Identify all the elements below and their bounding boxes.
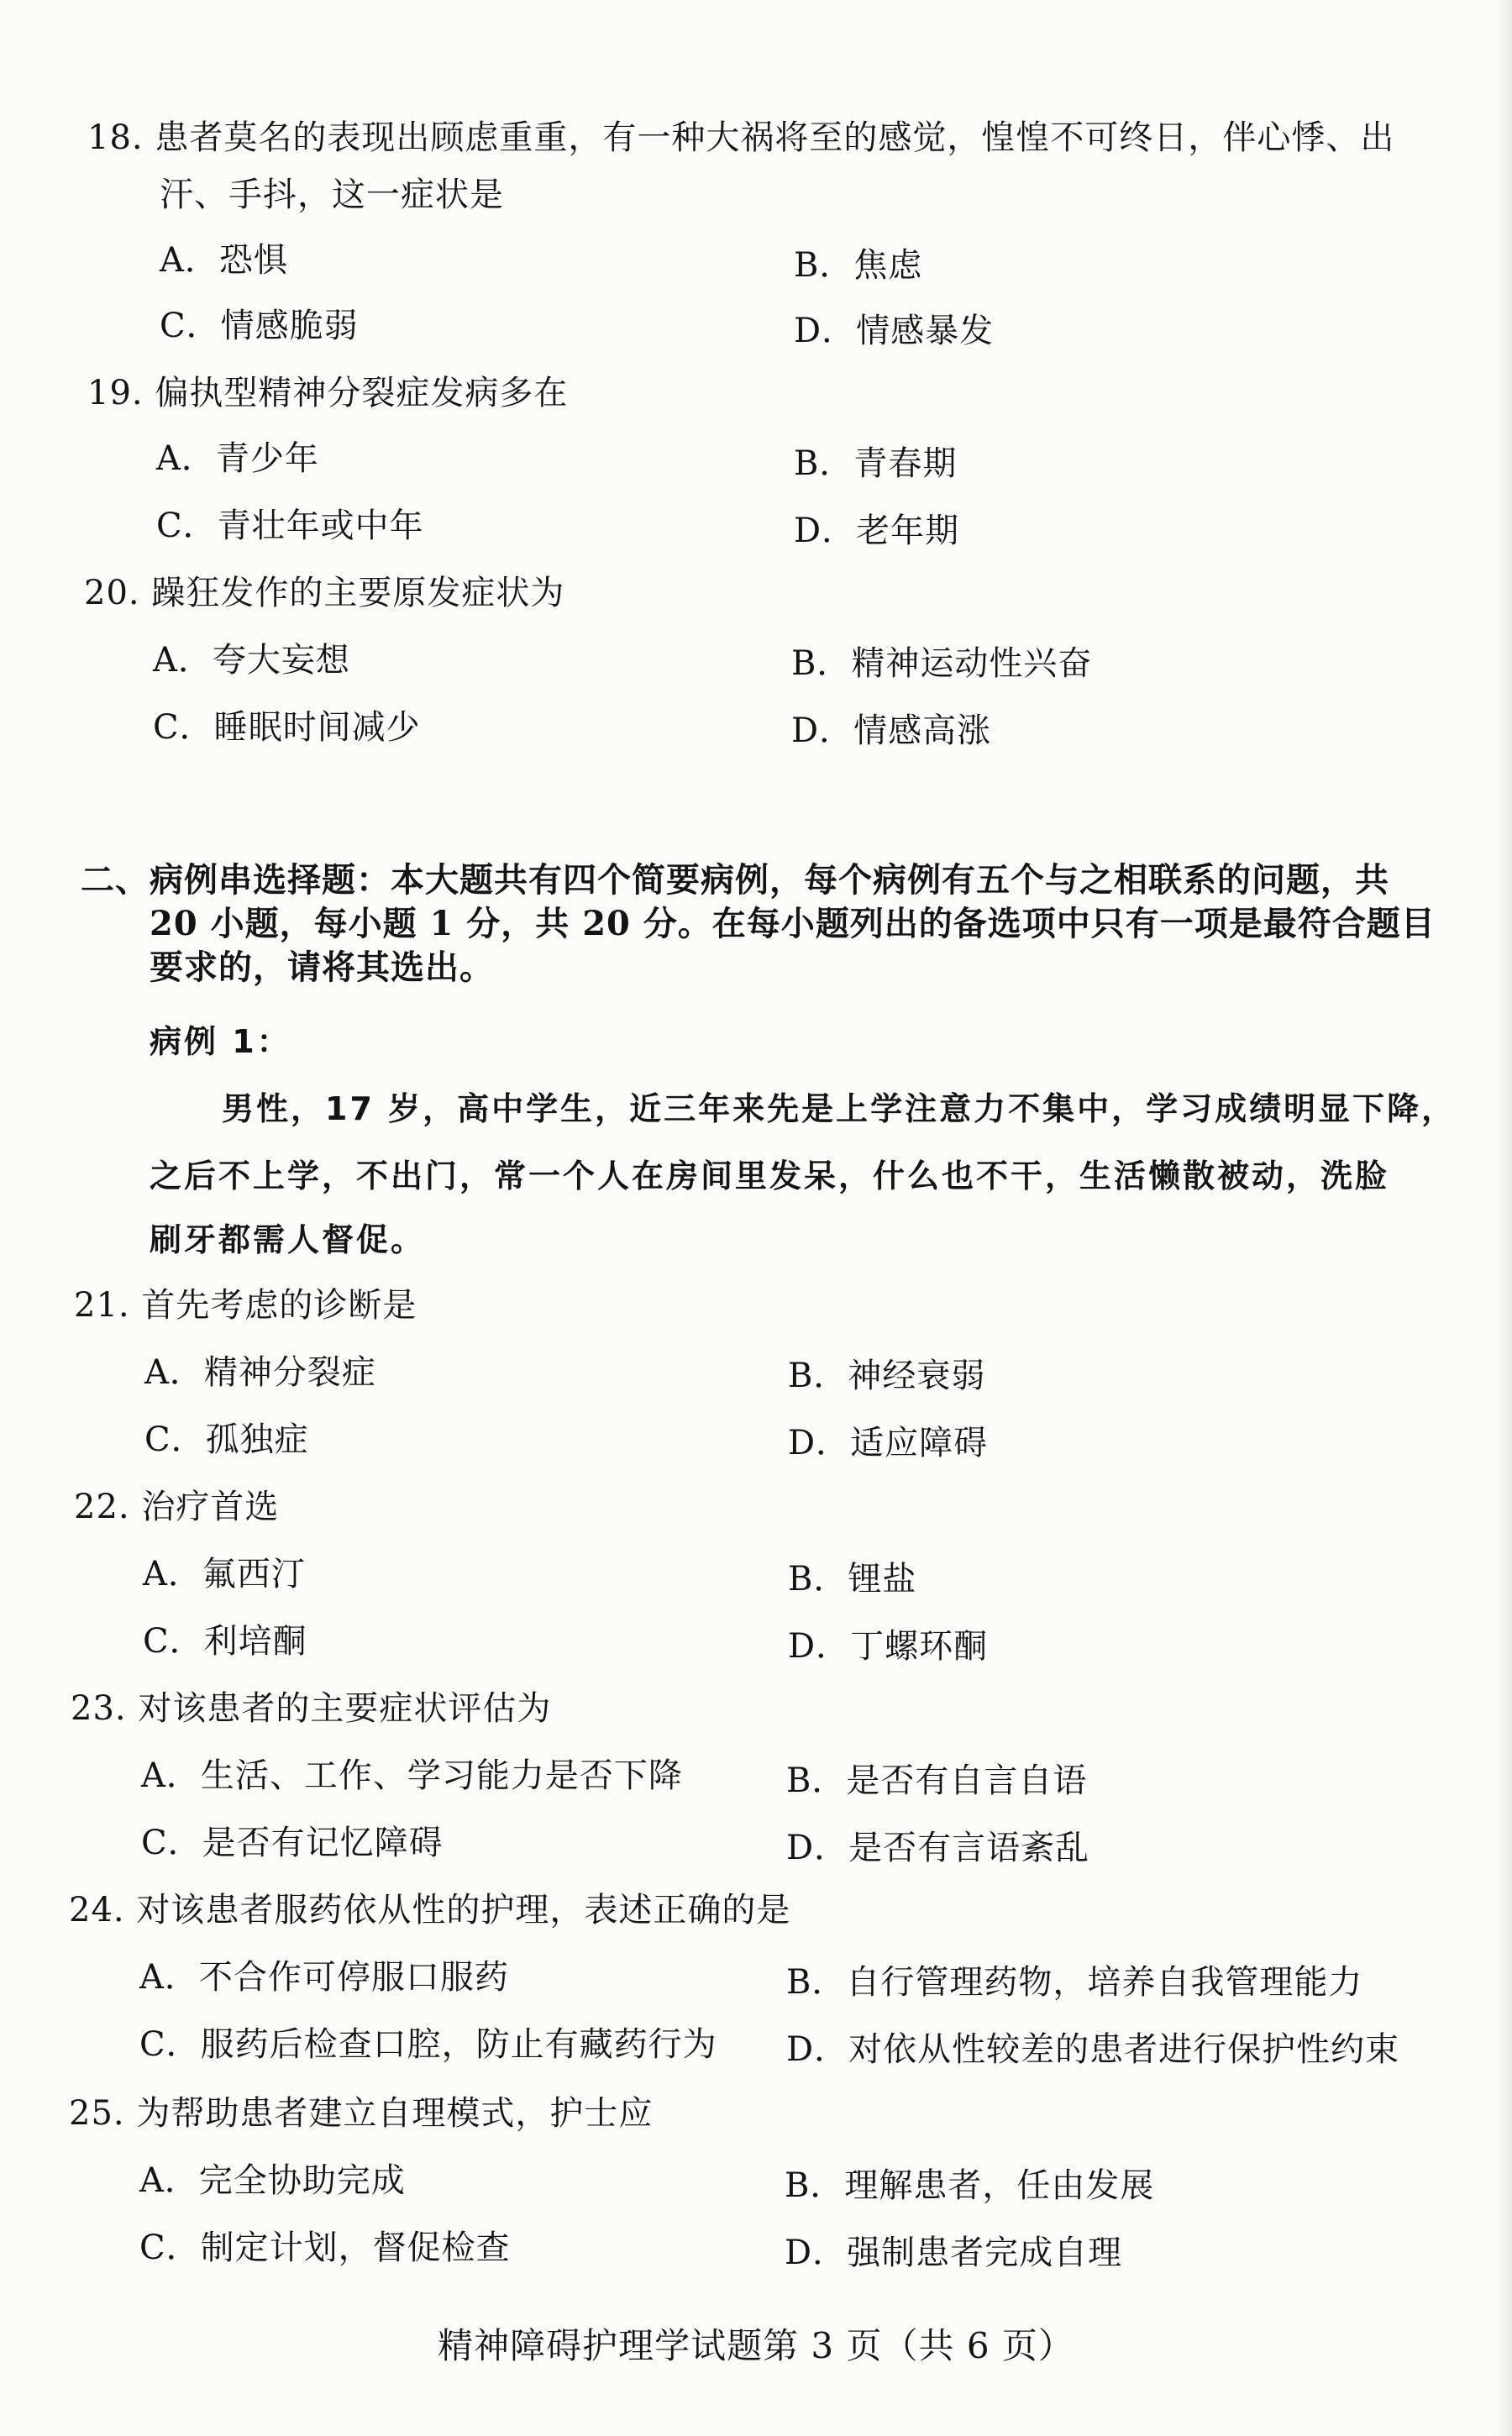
option-24-c: C．服药后检查口腔，防止有藏药行为 xyxy=(139,2025,717,2064)
question-text: 首先考虑的诊断是 xyxy=(141,1286,417,1325)
question-text: 治疗首选 xyxy=(141,1488,280,1526)
option-18-b: B．焦虑 xyxy=(794,246,923,285)
option-22-a: A．氟西汀 xyxy=(143,1555,306,1593)
question-text: 患者莫名的表现出顾虑重重，有一种大祸将至的感觉，惶惶不可终日，伴心悸、出 xyxy=(155,118,1395,157)
option-18-a: A．恐惧 xyxy=(160,241,288,280)
option-20-b: B．精神运动性兴奋 xyxy=(791,644,1093,683)
question-21-stem xyxy=(74,1285,417,1326)
question-22-stem xyxy=(74,1487,279,1527)
option-20-a: A．夸大妄想 xyxy=(153,641,350,680)
option-21-c: C．孤独症 xyxy=(144,1420,309,1459)
question-text: 对该患者服药依从性的护理，表述正确的是 xyxy=(136,1891,791,1929)
question-18-stem-cont: 汗、手抖，这一症状是 xyxy=(160,176,504,214)
question-text: 偏执型精神分裂症发病多在 xyxy=(155,374,569,412)
question-number: 20. xyxy=(84,574,140,612)
page-footer: 精神障碍护理学试题第 3 页（共 6 页） xyxy=(438,2325,1074,2366)
option-25-a: A．完全协助完成 xyxy=(139,2161,406,2200)
question-text: 为帮助患者建立自理模式，护士应 xyxy=(136,2094,654,2133)
option-19-b: B．青春期 xyxy=(794,444,958,483)
case-description-line: 刷牙都需人督促。 xyxy=(150,1221,426,1258)
option-21-b: B．神经衰弱 xyxy=(788,1357,986,1395)
option-21-d: D．适应障碍 xyxy=(788,1424,989,1462)
question-19-stem xyxy=(87,373,568,413)
option-23-a: A．生活、工作、学习能力是否下降 xyxy=(141,1756,683,1795)
option-24-a: A．不合作可停服口服药 xyxy=(139,1958,509,1997)
question-text: 对该患者的主要症状评估为 xyxy=(138,1689,552,1728)
question-23-stem xyxy=(71,1688,551,1729)
option-20-d: D．情感高涨 xyxy=(791,711,992,750)
option-19-d: D．老年期 xyxy=(794,512,960,550)
option-18-c: C．情感脆弱 xyxy=(160,307,359,345)
option-23-d: D．是否有言语紊乱 xyxy=(786,1829,1090,1867)
case-description-line: 男性，17 岁，高中学生，近三年来先是上学注意力不集中，学习成绩明显下降， xyxy=(222,1090,1457,1127)
section-heading-line: 20 小题，每小题 1 分，共 20 分。在每小题列出的备选项中只有一项是最符合题目 xyxy=(150,904,1436,943)
option-23-c: C．是否有记忆障碍 xyxy=(141,1824,444,1862)
question-18-stem xyxy=(87,118,1394,158)
option-19-a: A．青少年 xyxy=(156,439,319,478)
section-2-heading xyxy=(81,857,1436,991)
case-label: 病例 1： xyxy=(150,1023,291,1060)
question-25-stem xyxy=(69,2093,653,2134)
case-description-line: 之后不上学，不出门，常一个人在房间里发呆，什么也不干，生活懒散被动，洗脸 xyxy=(150,1158,1390,1194)
question-number: 24. xyxy=(69,1891,125,1929)
option-22-c: C．利培酮 xyxy=(143,1622,307,1661)
question-20-stem xyxy=(84,573,564,613)
question-number: 23. xyxy=(71,1689,127,1728)
option-23-b: B．是否有自言自语 xyxy=(786,1761,1088,1800)
question-24-stem xyxy=(69,1890,790,1930)
option-19-c: C．青壮年或中年 xyxy=(156,507,424,545)
scan-edge-shadow xyxy=(1497,0,1512,2436)
section-heading-line: 二、病例串选择题：本大题共有四个简要病例，每个病例有五个与之相联系的问题，共 xyxy=(81,860,1389,900)
option-25-c: C．制定计划，督促检查 xyxy=(139,2229,511,2267)
option-21-a: A．精神分裂症 xyxy=(144,1353,376,1392)
option-25-b: B．理解患者，任由发展 xyxy=(785,2166,1155,2205)
question-number: 25. xyxy=(69,2094,125,2133)
question-number: 21. xyxy=(74,1286,130,1325)
option-18-d: D．情感暴发 xyxy=(794,312,995,350)
question-number: 22. xyxy=(74,1488,130,1526)
option-22-b: B．锂盐 xyxy=(788,1560,917,1599)
option-22-d: D．丁螺环酮 xyxy=(788,1627,989,1666)
question-number: 19. xyxy=(87,374,144,412)
option-25-d: D．强制患者完成自理 xyxy=(785,2234,1123,2272)
section-heading-line: 要求的，请将其选出。 xyxy=(150,948,494,987)
question-text: 躁狂发作的主要原发症状为 xyxy=(151,574,565,612)
option-20-c: C．睡眠时间减少 xyxy=(153,708,421,747)
option-24-d: D．对依从性较差的患者进行保护性约束 xyxy=(786,2030,1400,2069)
question-number: 18. xyxy=(87,118,144,157)
option-24-b: B．自行管理药物，培养自我管理能力 xyxy=(786,1963,1363,2002)
